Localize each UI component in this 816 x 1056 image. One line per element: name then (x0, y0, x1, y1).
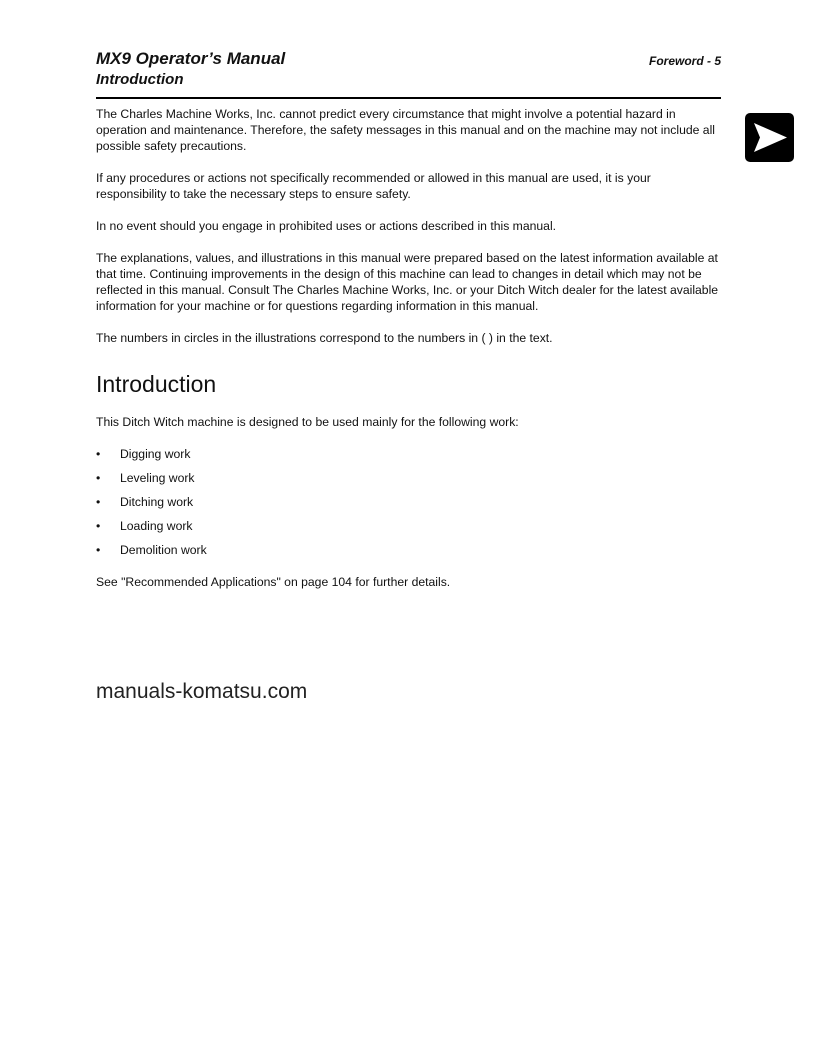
bullet: • (96, 519, 101, 533)
list-item-text: Demolition work (120, 543, 207, 557)
bullet: • (96, 471, 101, 485)
list-item-text: Loading work (120, 519, 193, 533)
list-item (96, 518, 721, 542)
page-body (96, 106, 721, 606)
paragraph: In no event should you engage in prohibited uses or actions described in this manual. (96, 219, 557, 233)
bullet: • (96, 447, 101, 461)
paragraph: The numbers in circles in the illustrations correspond to the numbers in ( ) in the text. (96, 331, 553, 345)
section-title: Introduction (96, 71, 184, 88)
list-item-text: Digging work (120, 447, 191, 461)
paragraph: The Charles Machine Works, Inc. cannot predict every circumstance that might involve a potential hazard in operation and maintenance. Therefore, the safety messages in this manual and on the machine may not include all possible safety precautions. (96, 107, 716, 153)
bullet: • (96, 543, 101, 557)
bullet: • (96, 495, 101, 509)
list-item (96, 470, 721, 494)
paragraph: If any procedures or actions not specifically recommended or allowed in this manual are used, it is your responsibility to take the necessary steps to ensure safety. (96, 171, 651, 201)
intro-heading: Introduction (96, 371, 217, 397)
header-rule (96, 97, 721, 99)
list-item-text: Leveling work (120, 471, 195, 485)
list-item (96, 446, 721, 470)
watermark: manuals-komatsu.com (96, 680, 308, 703)
list-item-text: Ditching work (120, 495, 194, 509)
manual-title: MX9 Operator’s Manual (96, 49, 286, 68)
next-page-arrow-icon[interactable] (745, 113, 794, 162)
work-list (96, 446, 721, 566)
page-label: Foreword - 5 (648, 54, 721, 68)
intro-footer: See "Recommended Applications" on page 104 for further details. (96, 575, 451, 589)
paragraph: The explanations, values, and illustrations in this manual were prepared based on the latest information available at that time. Continuing improvements in the design of this machine can lead to changes in detail which may not be reflected in this manual. Consult The Charles Machine Works, Inc. or your Ditch Witch dealer for the latest available information for your machine or for questions regarding information in this manual. (96, 251, 719, 313)
list-item (96, 494, 721, 518)
list-item (96, 542, 721, 566)
intro-lead: This Ditch Witch machine is designed to be used mainly for the following work: (96, 415, 519, 429)
